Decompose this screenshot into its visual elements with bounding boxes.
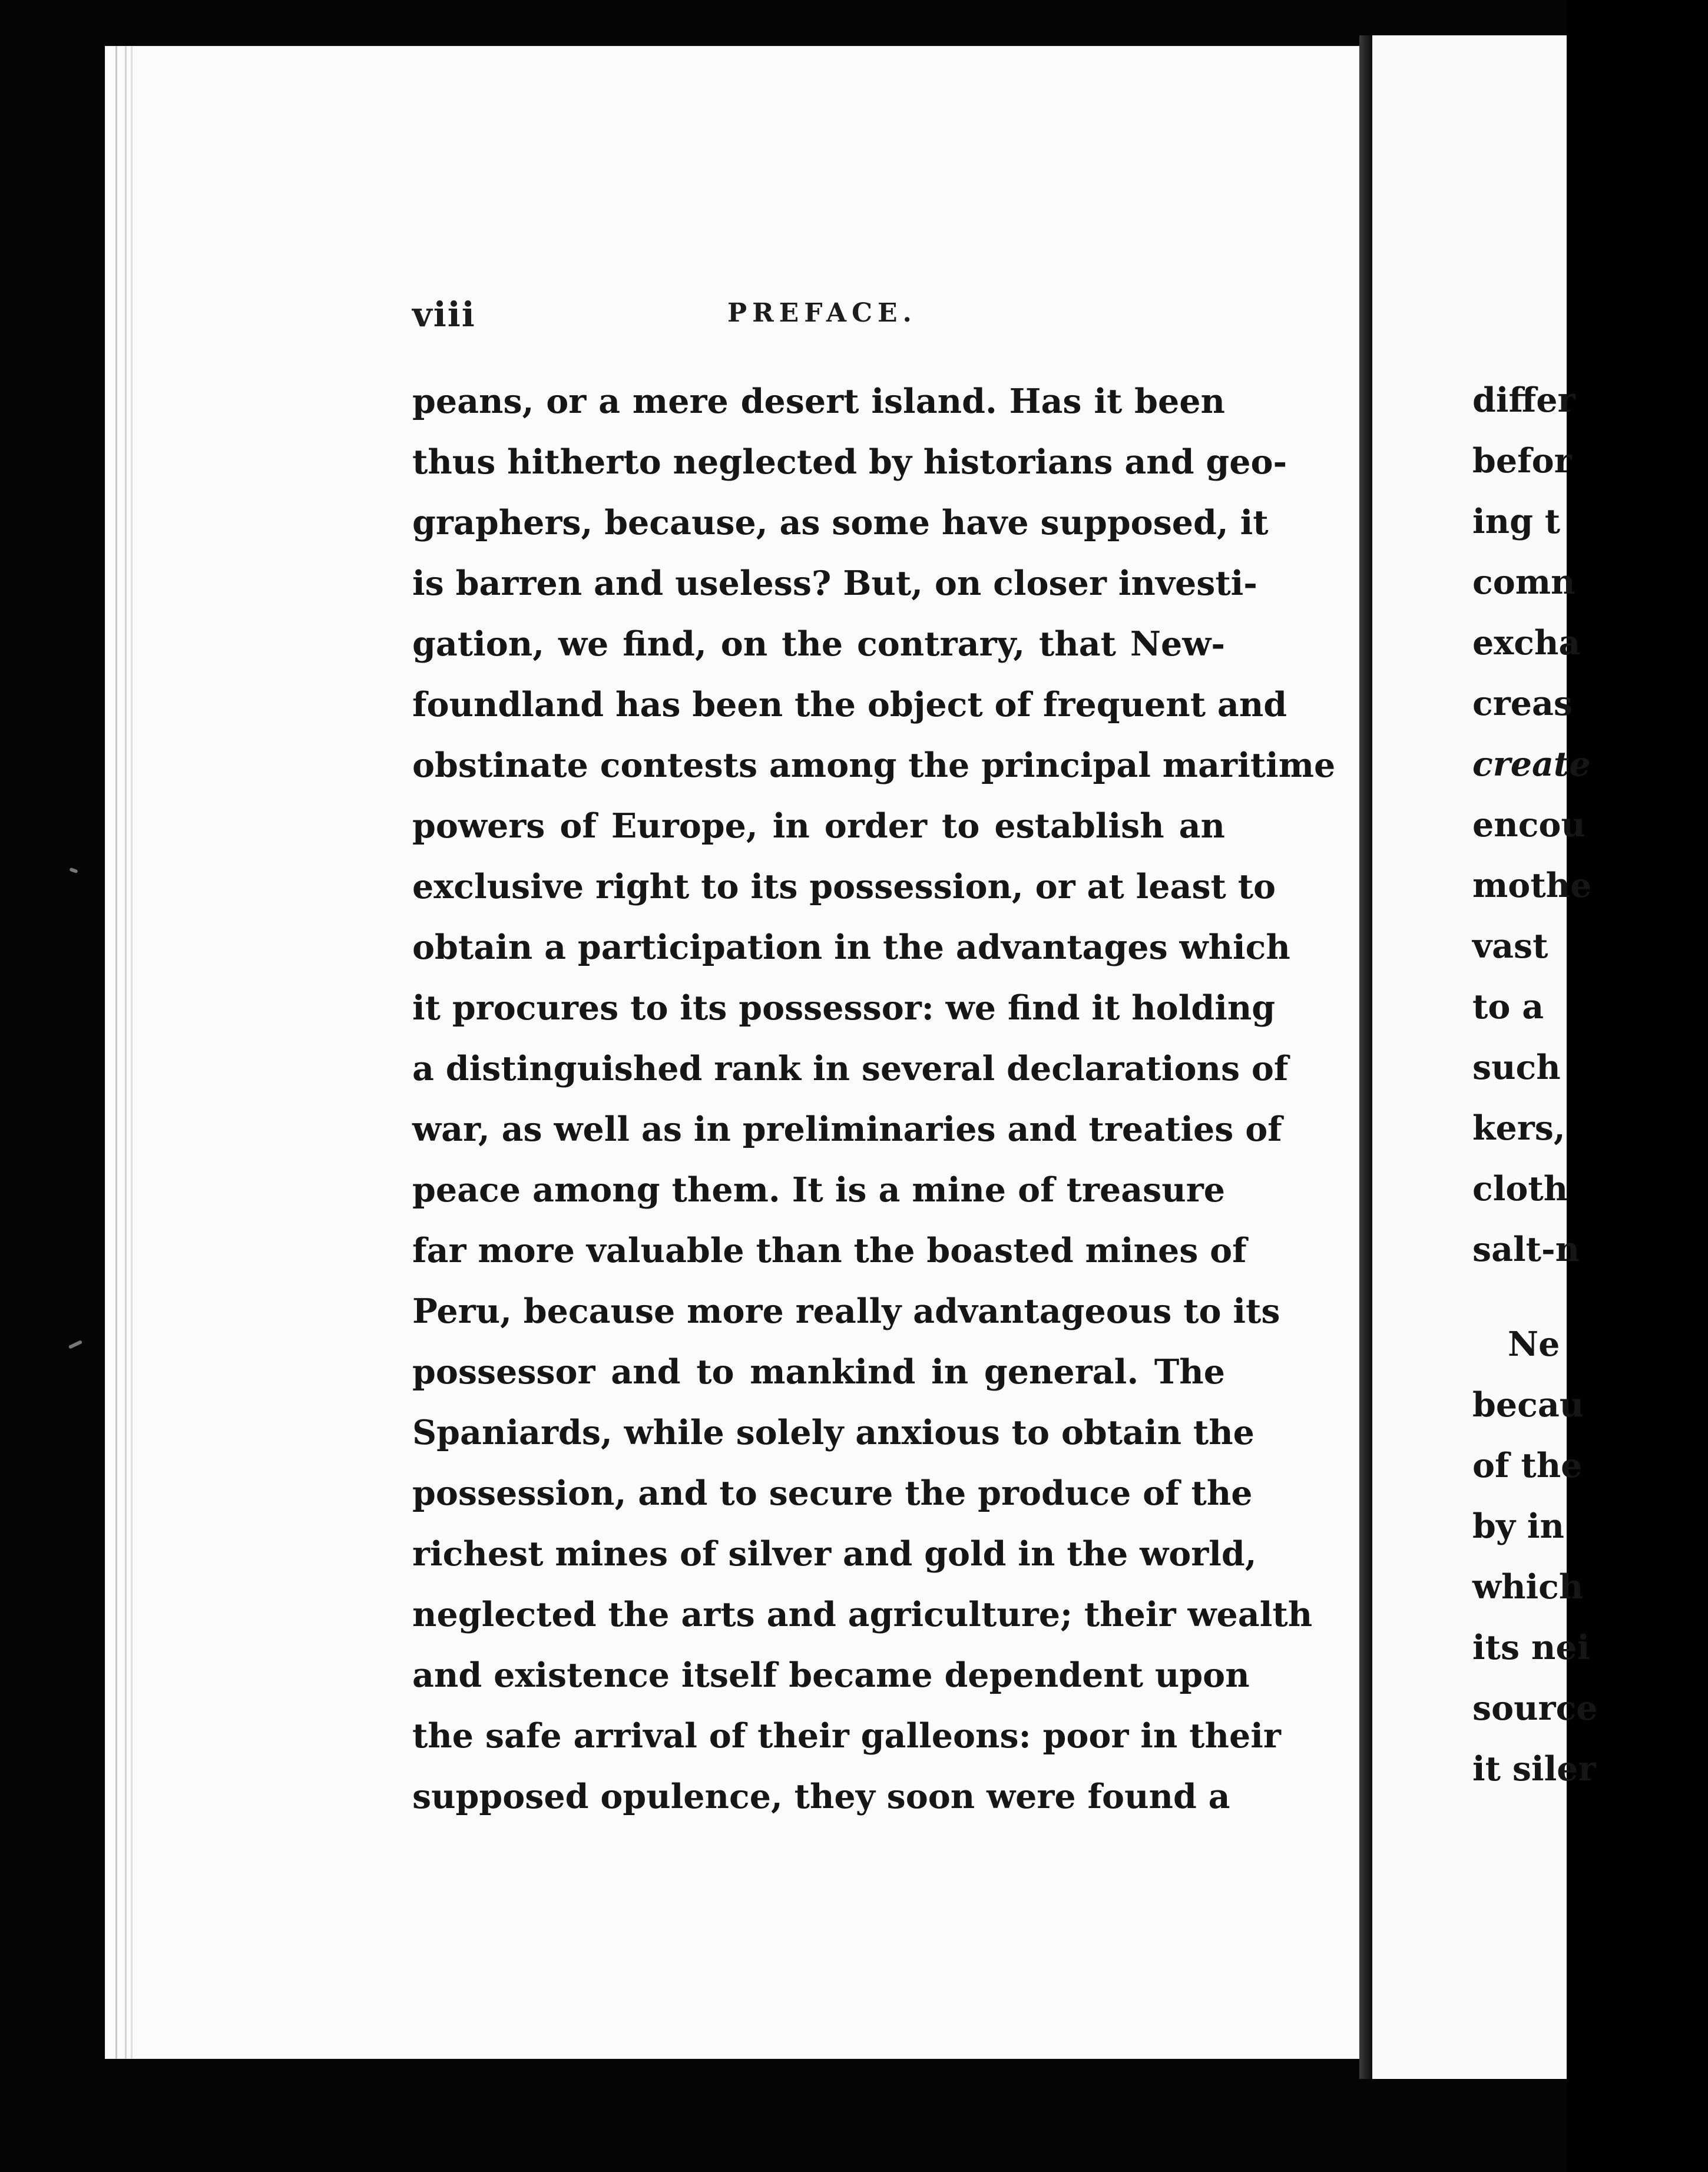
body-text — [412, 371, 1336, 1827]
page-edge — [115, 46, 117, 2059]
text-line: is barren and useless? But, on closer investi- — [412, 564, 1257, 603]
book-gutter — [1359, 35, 1372, 2079]
text-line: to a — [1472, 987, 1544, 1027]
text-line: becau — [1472, 1385, 1584, 1425]
text-line: its nei — [1472, 1628, 1590, 1667]
text-line: obtain a participation in the advantages which — [412, 928, 1290, 967]
page-edge — [131, 46, 133, 2059]
text-line: Peru, because more really advantageous to its — [412, 1292, 1280, 1331]
text-line: excha — [1472, 623, 1581, 663]
text-line: kers, — [1472, 1108, 1565, 1148]
text-line: it procures to its possessor: we find it holding — [412, 988, 1276, 1028]
text-line: ing t — [1472, 502, 1561, 541]
text-line: richest mines of silver and gold in the world, — [412, 1534, 1257, 1574]
text-line: neglected the arts and agriculture; their wealth — [412, 1595, 1313, 1634]
text-line: thus hitherto neglected by historians and geo- — [412, 442, 1287, 482]
text-line: which — [1472, 1567, 1584, 1607]
text-line: create — [1472, 744, 1591, 784]
text-line: comn — [1472, 562, 1575, 602]
text-line: peans, or a mere desert island. Has it been — [412, 382, 1225, 421]
text-line: differ — [1472, 380, 1575, 420]
text-line: Ne — [1508, 1325, 1560, 1364]
text-line: exclusive right to its possession, or at least to — [412, 867, 1276, 906]
text-line: far more valuable than the boasted mines of — [412, 1231, 1247, 1270]
text-line: gation, we find, on the contrary, that New- — [412, 624, 1225, 664]
text-line: salt-n — [1472, 1230, 1580, 1269]
text-line: the safe arrival of their galleons: poor in their — [412, 1716, 1281, 1756]
text-line: vast — [1472, 926, 1548, 966]
page-number: viii — [412, 294, 476, 335]
text-line: obstinate contests among the principal maritime — [412, 746, 1336, 785]
text-line: cloth — [1472, 1169, 1568, 1208]
text-line: such — [1472, 1048, 1561, 1087]
text-line: foundland has been the object of frequent and — [412, 685, 1287, 724]
text-line: graphers, because, as some have supposed, it — [412, 503, 1269, 542]
text-line: supposed opulence, they soon were found a — [412, 1777, 1230, 1816]
text-line: creas — [1472, 684, 1573, 723]
text-line: war, as well as in preliminaries and treaties of — [412, 1110, 1282, 1149]
text-line: by in — [1472, 1507, 1564, 1546]
text-line: befor — [1472, 441, 1572, 481]
text-line: source — [1472, 1688, 1598, 1728]
text-line: possessor and to mankind in general. The — [412, 1352, 1225, 1392]
text-line: powers of Europe, in order to establish an — [412, 806, 1225, 846]
text-line: mothe — [1472, 866, 1592, 905]
right-page — [1372, 35, 1598, 2079]
text-line: Spaniards, while solely anxious to obtain the — [412, 1413, 1254, 1452]
text-line: possession, and to secure the produce of the — [412, 1474, 1253, 1513]
page-edge — [125, 46, 127, 2059]
text-line: of the — [1472, 1446, 1583, 1485]
text-line: it siler — [1472, 1749, 1596, 1789]
right-page-text — [1472, 370, 1708, 1799]
text-line: a distinguished rank in several declarations of — [412, 1049, 1289, 1088]
text-line: encou — [1472, 805, 1585, 845]
text-line: and existence itself became dependent upon — [412, 1656, 1250, 1695]
text-line: peace among them. It is a mine of treasure — [412, 1170, 1225, 1210]
running-head: PREFACE. — [727, 298, 917, 328]
